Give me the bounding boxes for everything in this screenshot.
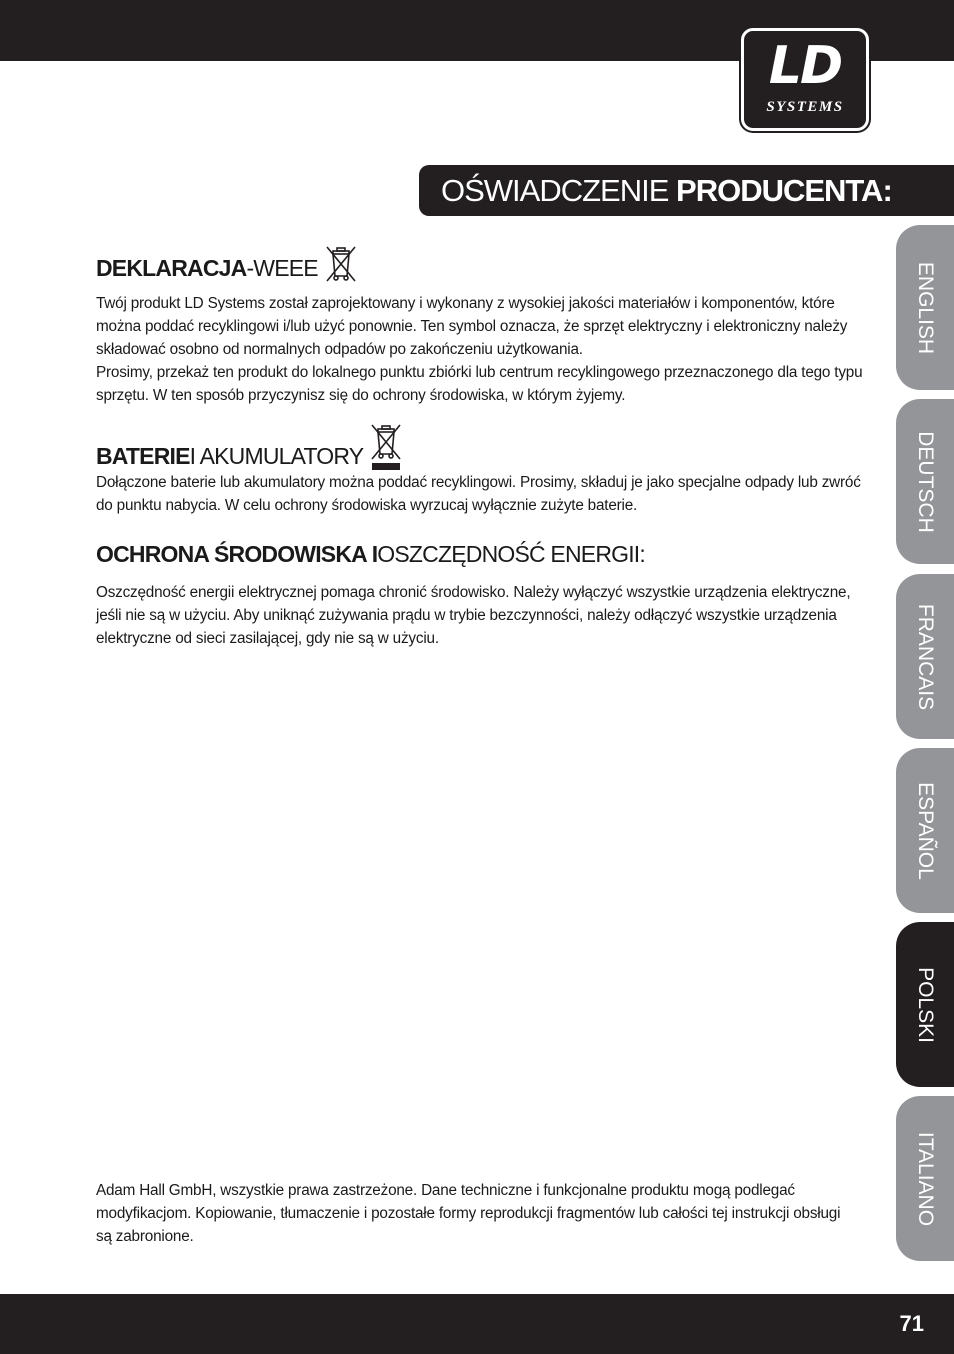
tab-francais[interactable] [896,574,954,739]
tab-label: FRANCAIS [914,603,937,710]
tab-label: POLSKI [914,966,937,1043]
page-number: 71 [899,1311,924,1336]
logo-subtitle: SYSTEMS [766,99,844,115]
logo-mark: LD [768,36,842,96]
batteries-paragraph: Dołączone baterie lub akumulatory można poddać recyklingowi. Prosimy, składuj je jako specjalne odpady lub zwróć do punktu nabycia. W celu ochrony środowiska wyrzucaj wyłącznie zużyte baterie. [96,474,861,514]
heading-bold: BATERIE [96,443,190,469]
heading-bold: DEKLARACJA [96,255,247,281]
environment-paragraph: Oszczędność energii elektrycznej pomaga chronić środowisko. Należy wyłączyć wszystkie urządzenia elektryczne, jeśli nie są w użyciu. Aby uniknąć zużywania prądu w trybie bezczynności, należy odłączyć wszystkie urządzenia elektryczne od sieci zasilającej, gdy nie są w użyciu. [96,584,851,647]
tab-polski[interactable] [896,922,954,1087]
section-heading-weee [96,245,866,283]
bottom-bar [0,1294,954,1354]
tab-espanol[interactable] [896,748,954,913]
weee-paragraph-2: Prosimy, przekaż ten produkt do lokalnego punktu zbiórki lub centrum recyklingowego przeznaczonego dla tego typu sprzętu. W ten sposób przyczynisz się do ochrony środowiska, w którym żyjemy. [96,364,863,404]
section-heading-batteries [96,423,866,471]
tab-label: ITALIANO [914,1131,937,1226]
weee-paragraph-1: Twój produkt LD Systems został zaprojektowany i wykonany z wysokiej jakości materiałów i komponentów, które można poddać recyklingowi i/lub użyć ponownie. Ten symbol oznacza, że sprzęt elektryczny i elektroniczny należy składować osobno od normalnych odpadów po zakończeniu użytkowania. [96,295,848,358]
tab-italiano[interactable] [896,1096,954,1261]
heading-light: -WEEE [246,255,318,281]
tab-english[interactable] [896,225,954,390]
crossed-bin-bar-icon [369,423,403,471]
heading-bold: OCHRONA ŚRODOWISKA I [96,541,378,567]
page-title [441,173,892,209]
heading-light: I AKUMULATORY [189,443,364,469]
heading-light: OSZCZĘDNOŚĆ ENERGII: [377,541,645,567]
tab-label: DEUTSCH [914,430,937,533]
tab-deutsch[interactable] [896,399,954,564]
page-title-bold: PRODUCENTA: [676,173,892,208]
main-content [96,245,866,650]
tab-label: ENGLISH [914,261,937,354]
copyright-footer: Adam Hall GmbH, wszystkie prawa zastrzeżone. Dane techniczne i funkcjonalne produktu mogą podlegać modyfikacjom. Kopiowanie, tłumaczenie i pozostałe formy reprodukcji fragmentów lub całości tej instrukcji obsługi są zabronione. [96,1182,841,1245]
page-title-light: OŚWIADCZENIE [441,173,677,208]
crossed-bin-icon [324,245,358,283]
section-heading-environment [96,539,866,569]
ld-systems-logo [741,28,869,131]
tab-label: ESPAÑOL [914,781,937,880]
page-title-bar [419,165,954,216]
